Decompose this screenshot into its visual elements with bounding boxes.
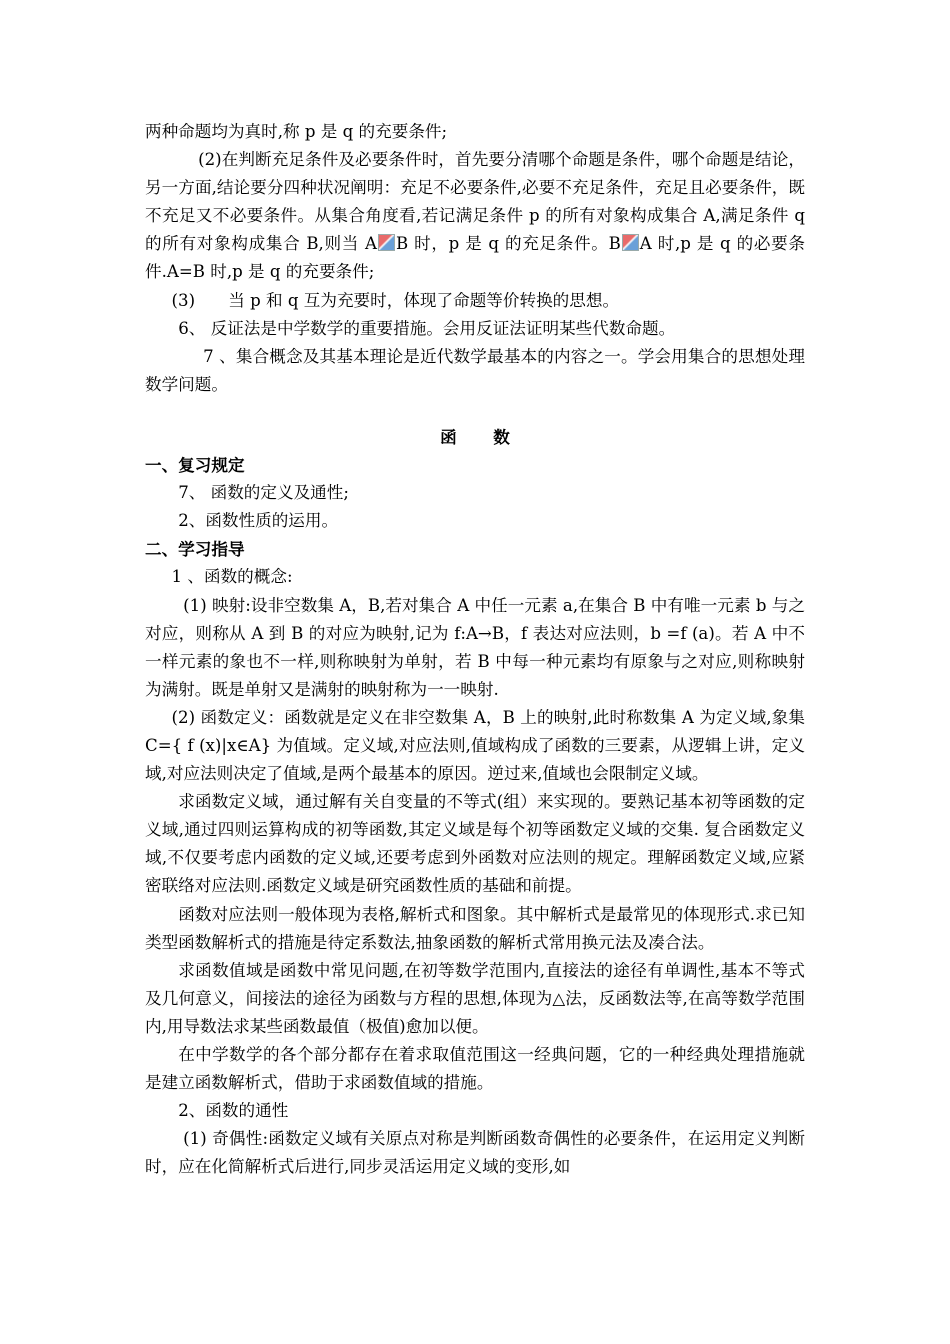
paragraph-parity: (1) 奇偶性:函数定义域有关原点对称是判断函数奇偶性的必要条件，在运用定义判断时，应在化简解析式后进行,同步灵活运用定义域的变形,如 (145, 1129, 805, 1177)
paragraph-value-range: 在中学数学的各个部分都存在着求取值范围这一经典问题，它的一种经典处理措施就是建立函数解析式，借助于求函数值域的措施。 (145, 1045, 805, 1093)
list-item: 2、函数的通性 (178, 1101, 289, 1121)
paragraph-proof-by-contradiction: 6、 反证法是中学数学的重要措施。会用反证法证明某些代数命题。 (178, 318, 676, 338)
paragraph-condition-judgement (145, 146, 805, 286)
paragraph-text: B 时，p 是 q 的充足条件。B (395, 234, 621, 254)
paragraph-text: A 时,p 是 q 的必要条件.A=B 时,p 是 q 的充要条件; (145, 234, 805, 282)
paragraph-set-concept: 7 、集合概念及其基本理论是近代数学最基本的内容之一。学会用集合的思想处理数学问题。 (145, 346, 805, 394)
list-item: 2、函数性质的运用。 (178, 511, 339, 531)
subset-symbol-icon (622, 234, 639, 251)
paragraph-mapping: (1) 映射:设非空数集 A，B,若对集合 A 中任一元素 a,在集合 B 中有唯一元素 b 与之对应，则称从 A 到 B 的对应为映射,记为 f:A→B，f 表达对应法则，b =f (a)。若 A 中不一样元素的象也不一样,则称映射为单射，若 B 中每一种元素均有原象与之对应,则称映射为满射。既是单射又是满射的映射称为一一映射. (145, 595, 805, 699)
paragraph-text: (2)在判断充足条件及必要条件时，首先要分清哪个命题是条件，哪个命题是结论，另一方面,结论要分四种状况阐明：充足不必要条件,必要不充足条件，充足且必要条件，既不充足又不必要条件。从集合角度看,若记满足条件 p 的所有对象构成集合 A,满足条件 q 的所有对象构成集合 B,则当 A (145, 150, 805, 254)
paragraph-range: 求函数值域是函数中常见问题,在初等数学范围内,直接法的途径有单调性,基本不等式及几何意义，间接法的途径为函数与方程的思想,体现为△法，反函数法等,在高等数学范围内,用导数法求某些函数最值（极值)愈加以便。 (145, 960, 805, 1036)
list-item: 1 、函数的概念: (171, 567, 293, 587)
paragraph-function-definition: (2) 函数定义：函数就是定义在非空数集 A，B 上的映射,此时称数集 A 为定义域,象集 C={ f (x)|x∈A} 为值域。定义域,对应法则,值域构成了函数的三要素，从逻辑上讲，定义域,对应法则决定了值域,是两个最基本的原因。逆过来,值域也会限制定义域。 (145, 707, 805, 784)
section-heading-review: 一、复习规定 (145, 455, 245, 476)
paragraph-domain: 求函数定义域，通过解有关自变量的不等式(组）来实现的。要熟记基本初等函数的定义域,通过四则运算构成的初等函数,其定义域是每个初等函数定义域的交集. 复合函数定义域,不仅要考虑内函数的定义域,还要考虑到外函数对应法则的规定。理解函数定义域,应紧密联络对应法则.函数定义域是研究函数性质的基础和前提。 (145, 792, 805, 896)
paragraph-rule: 函数对应法则一般体现为表格,解析式和图象。其中解析式是最常见的体现形式.求已知类型函数解析式的措施是待定系数法,抽象函数的解析式常用换元法及凑合法。 (145, 904, 805, 952)
section-heading-guide: 二、学习指导 (145, 539, 245, 560)
section-title: 函数 (440, 426, 547, 447)
list-item: 7、 函数的定义及通性; (178, 483, 349, 503)
document-body (145, 118, 805, 1181)
paragraph-continuation: 两种命题均为真时,称 p 是 q 的充要条件; (145, 122, 448, 141)
paragraph-equivalence: (3) 当 p 和 q 互为充要时，体现了命题等价转换的思想。 (171, 290, 620, 310)
subset-symbol-icon (378, 234, 395, 251)
